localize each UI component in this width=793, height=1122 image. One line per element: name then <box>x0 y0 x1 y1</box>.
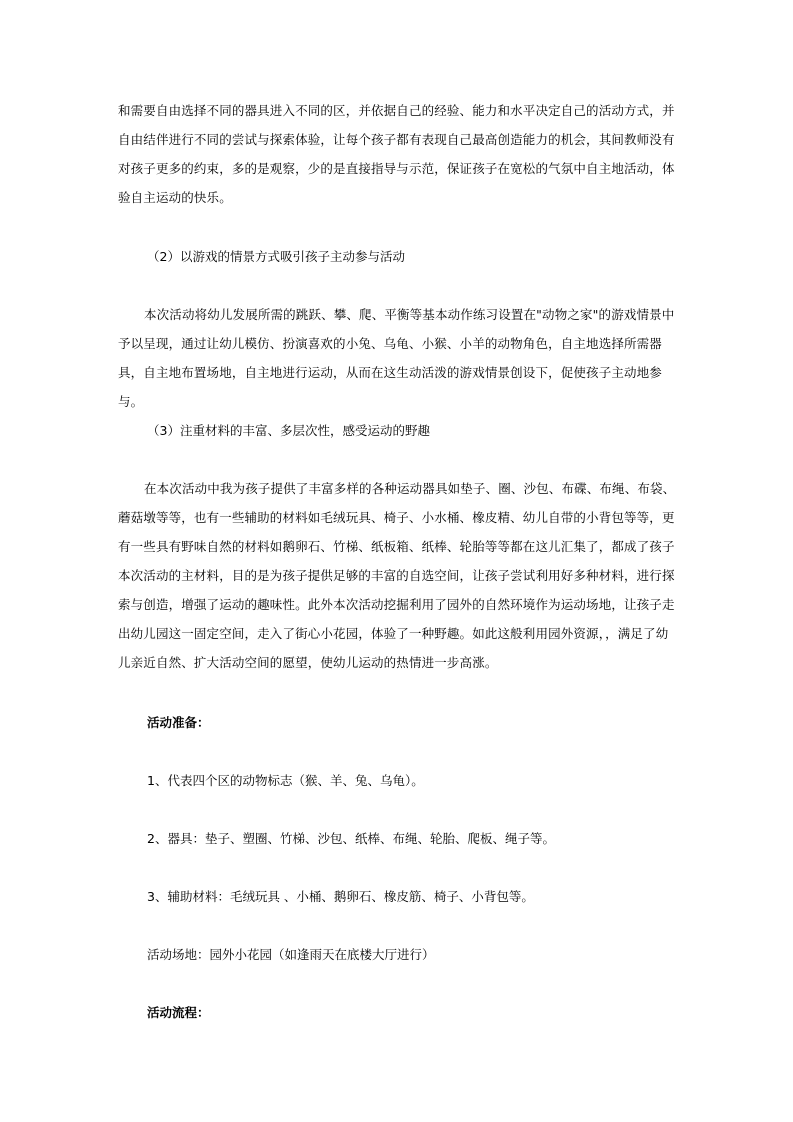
preparation-title: 活动准备： <box>147 715 210 730</box>
preparation-item-1: 1、代表四个区的动物标志（猴、羊、兔、乌龟）。 <box>147 773 424 788</box>
paragraph-3: 在本次活动中我为孩子提供了丰富多样的各种运动器具如垫子、圈、沙包、布碟、布绳、布袋、蘑菇墩等等，也有一些辅助的材料如毛绒玩具、椅子、小水桶、橡皮精、幼儿自带的小背包等等，更有一些具有野味自然的材料如鹅卵石、竹梯、纸板箱、纸棒、轮胎等等都在这儿汇集了，都成了孩子本次活动的主材料，目的是为孩子提供足够的丰富的自选空间，让孩子尝试利用好多种材料，进行探索与创造，增强了运动的趣味性。此外本次活动挖掘利用了园外的自然环境作为运动场地，让孩子走出幼儿园这一固定空间，走入了街心小花园，体验了一种野趣。如此这般利用园外资源，，满足了幼儿亲近自然、扩大活动空间的愿望，使幼儿运动的热情进一步高涨。 <box>118 481 676 670</box>
activity-venue: 活动场地：园外小花园（如逢雨天在底楼大厅进行） <box>147 947 435 962</box>
preparation-item-3: 3、辅助材料：毛绒玩具 、小桶、鹅卵石、橡皮筋、椅子、小背包等。 <box>147 889 534 904</box>
paragraph-1: 和需要自由选择不同的器具进入不同的区，并依据自己的经验、能力和水平决定自己的活动方式，并自由结伴进行不同的尝试与探索体验，让每个孩子都有表现自己最高创造能力的机会，其间教师没有对孩子更多的约束，多的是观察，少的是直接指导与示范，保证孩子在宽松的气氛中自主地活动，体验自主运动的快乐。 <box>118 103 675 205</box>
paragraph-2: 本次活动将幼儿发展所需的跳跃、攀、爬、平衡等基本动作练习设置在"动物之家"的游戏情景中予以呈现，通过让幼儿模仿、扮演喜欢的小兔、乌龟、小猴、小羊的动物角色，自主地选择所需器具，自主地布置场地，自主地进行运动，从而在这生动活泼的游戏情景创设下，促使孩子主动地参与。 <box>118 307 675 409</box>
flow-title: 活动流程： <box>147 1005 210 1020</box>
section-heading-3: （3）注重材料的丰富、多层次性，感受运动的野趣 <box>147 423 430 438</box>
section-heading-2: （2）以游戏的情景方式吸引孩子主动参与活动 <box>147 249 405 264</box>
preparation-item-2: 2、器具：垫子、塑圈、竹梯、沙包、纸棒、布绳、轮胎、爬板、绳子等。 <box>147 831 555 846</box>
